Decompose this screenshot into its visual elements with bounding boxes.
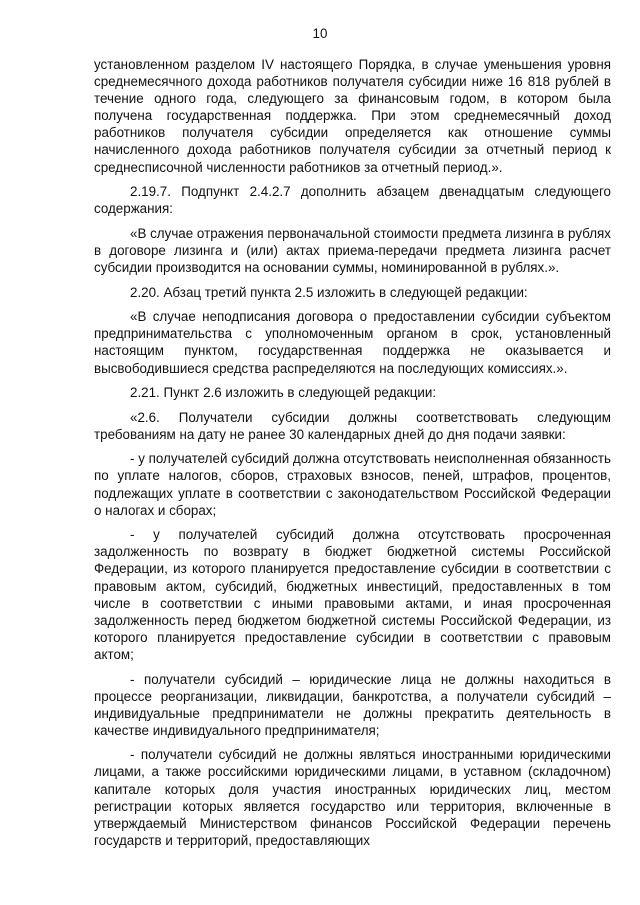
list-item-tax-obligations: - у получателей субсидий должна отсутствовать неисполненная обязанность по уплате налогов, сборов, страховых взносов, пеней, штрафов, процентов, подлежащих уплате в соответствии с законодательством Российской Федерации о налогах и сборах;: [94, 451, 611, 518]
page-number: 10: [312, 26, 328, 41]
paragraph-continuation: установленном разделом IV настоящего Порядка, в случае уменьшения уровня среднемесячного дохода работников получателя субсидии ниже 16 818 рублей в течение одного года, следующего за финансовым годом, в котором была получена государственная поддержка. При этом среднемесячный доход работников получателя субсидии определяется как отношение суммы начисленного дохода работников получателя субсидии за отчетный период к среднесписочной численности работников за отчетный период.».: [94, 57, 611, 175]
paragraph-nonsigning-quote: «В случае неподписания договора о предоставлении субсидии субъектом предпринимательства с уполномоченным органом в срок, установленный настоящим пунктом, государственная поддержка не оказывается и высвободившиеся средства распределяются на последующих комиссиях.».: [94, 309, 611, 376]
paragraph-2-6-requirements: «2.6. Получатели субсидии должны соответствовать следующим требованиям на дату не ранее 30 календарных дней до дня подачи заявки:: [94, 409, 611, 442]
list-item-foreign-entities: - получатели субсидий не должны являться иностранными юридическими лицами, а также российскими юридическими лицами, в уставном (складочном) капитале которых доля участия иностранных юридических лиц, местом регистрации которых является государство или территория, включенные в утверждаемый Министерством финансов Российской Федерации перечень государств и территорий, предоставляющих: [94, 747, 611, 848]
paragraph-2-20: 2.20. Абзац третий пункта 2.5 изложить в следующей редакции:: [130, 284, 528, 300]
paragraph-leasing-quote: «В случае отражения первоначальной стоимости предмета лизинга в рублях в договоре лизинга и (или) актах приема-передачи предмета лизинга расчет субсидии производится на основании суммы, номинированной в рублях.».: [94, 225, 611, 276]
list-item-overdue-debt: - у получателей субсидий должна отсутствовать просроченная задолженность по возврату в бюджет бюджетной системы Российской Федерации, из которого планируется предоставление субсидии в соответствии с правовым актом, субсидий, бюджетных инвестиций, предоставленных в том числе в соответствии с иными правовыми актами, и иная просроченная задолженность перед бюджетом бюджетной системы Российской Федерации, из которого планируется предоставление субсидии в соответствии с правовым актом;: [94, 527, 611, 662]
list-item-reorganization: - получатели субсидий – юридические лица не должны находиться в процессе реорганизации, ликвидации, банкротства, а получатели субсидий – индивидуальные предприниматели не должны прекратить деятельность в качестве индивидуального предпринимателя;: [94, 671, 611, 738]
paragraph-2-19-7: 2.19.7. Подпункт 2.4.2.7 дополнить абзацем двенадцатым следующего содержания:: [94, 184, 611, 217]
paragraph-2-21: 2.21. Пункт 2.6 изложить в следующей редакции:: [130, 385, 437, 401]
document-body: [94, 56, 611, 849]
